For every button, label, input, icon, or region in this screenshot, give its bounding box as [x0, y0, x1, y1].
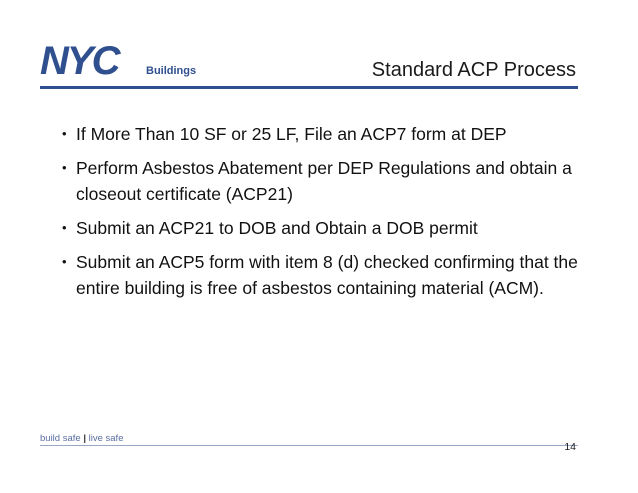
bullet-item: [62, 155, 582, 207]
footer-tagline: [40, 433, 123, 444]
bullet-text: Submit an ACP5 form with item 8 (d) checked confirming that the entire building is free of asbestos containing material (ACM).: [76, 252, 578, 298]
page-number: 14: [564, 441, 576, 453]
tagline-separator: |: [83, 433, 86, 444]
bullet-item: [62, 215, 582, 241]
tagline-right: live safe: [88, 433, 124, 444]
logo-nyc-text: NYC: [40, 39, 119, 83]
slide-title: Standard ACP Process: [371, 59, 576, 81]
bullet-dot-icon: •: [62, 126, 67, 141]
tagline-left: build safe: [40, 433, 81, 444]
bullet-dot-icon: •: [62, 160, 67, 175]
nyc-buildings-logo: [40, 38, 210, 84]
bullet-list: [62, 121, 582, 309]
title-divider: [40, 86, 578, 89]
bullet-item: [62, 121, 582, 147]
nyc-logo-icon: [40, 38, 210, 84]
footer-divider: [40, 445, 578, 446]
logo-buildings-text: Buildings: [146, 65, 197, 77]
bullet-dot-icon: •: [62, 254, 67, 269]
bullet-text: Perform Asbestos Abatement per DEP Regulations and obtain a closeout certificate (ACP21): [76, 158, 572, 204]
bullet-text: If More Than 10 SF or 25 LF, File an ACP7 form at DEP: [76, 124, 507, 144]
bullet-dot-icon: •: [62, 220, 67, 235]
bullet-text: Submit an ACP21 to DOB and Obtain a DOB permit: [76, 218, 478, 238]
bullet-item: [62, 249, 582, 301]
